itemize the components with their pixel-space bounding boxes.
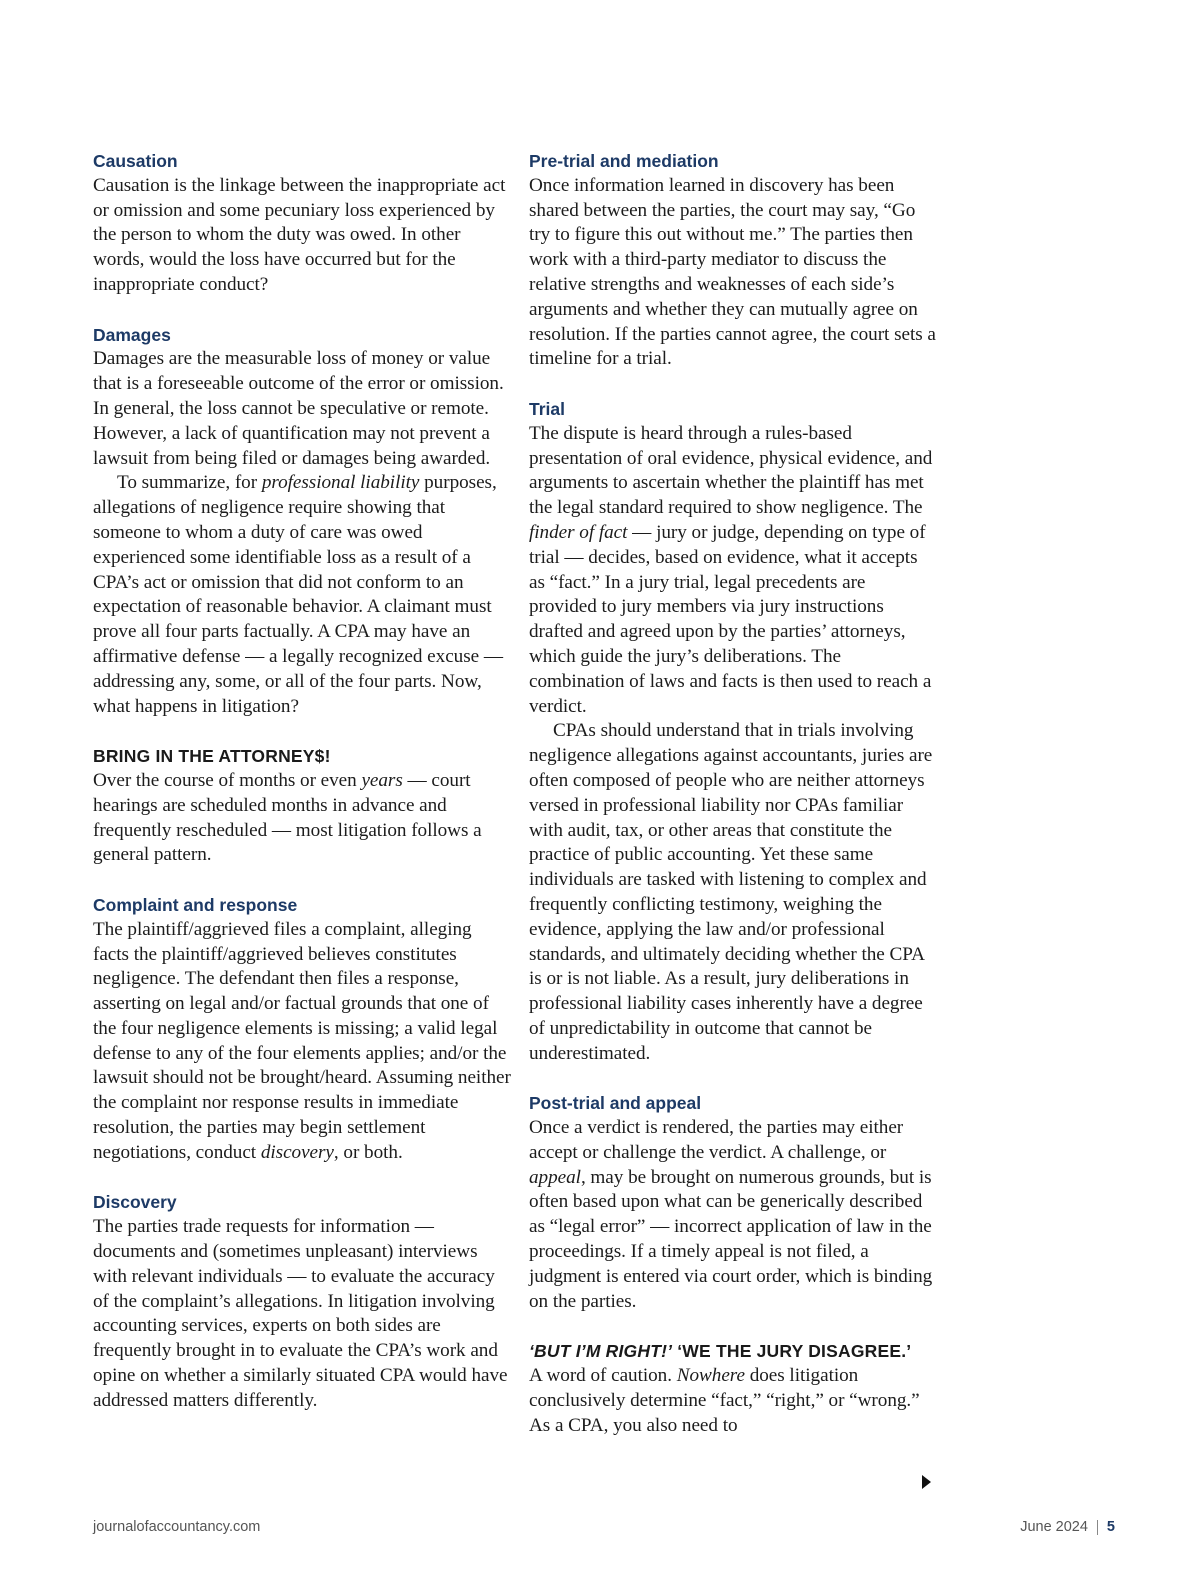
paragraph-discovery: The parties trade requests for information — documents and (sometimes unpleasant) interviews with relevant individuals — to evaluate the accuracy of the complaint’s allegations. In litigation involving accounting services, experts on both sides are frequently brought in to evaluate the CPA’s work and opine on whether a similarly situated CPA would have addressed matters differently. (93, 1216, 508, 1411)
heading-attorneys: BRING IN THE ATTORNEY$! (93, 746, 331, 767)
heading-pretrial: Pre-trial and mediation (529, 151, 719, 171)
heading-causation: Causation (93, 151, 178, 171)
paragraph-posttrial: Once a verdict is rendered, the parties may either accept or challenge the verdict. A challenge, or appeal, may be brought on numerous grounds, but is often based upon what can be generically described as “legal error” — incorrect application of law in the proceedings. If a timely appeal is not filed, a judgment is entered via court order, which is binding on the parties. (529, 1117, 933, 1312)
paragraph-attorneys: Over the course of months or even years — court hearings are scheduled months in advance and frequently rescheduled — most litigation follows a general pattern. (93, 769, 482, 866)
footer-date: June 2024 (1020, 1519, 1088, 1535)
paragraph-summary: To summarize, for professional liability purposes, allegations of negligence require showing that someone to whom a duty of care was owed experienced some identifiable loss as a result of a CPA’s act or omission that did not conform to an expectation of reasonable behavior. A claimant must prove all four parts factually. A CPA may have an affirmative defense — a legally recognized excuse — addressing any, some, or all of the four parts. Now, what happens in litigation? (93, 472, 503, 717)
paragraph-damages: Damages are the measurable loss of money or value that is a foreseeable outcome of the error or omission. In general, the loss cannot be speculative or remote. However, a lack of quantification may not prevent a lawsuit from being filed or damages being awarded. (93, 348, 504, 469)
footer-divider (1097, 1520, 1098, 1535)
paragraph-causation: Causation is the linkage between the inappropriate act or omission and some pecuniary loss experienced by the person to whom the duty was owed. In other words, would the loss have occurred but for the inappropriate conduct? (93, 174, 506, 295)
heading-jury: ‘BUT I’M RIGHT!’ ‘WE THE JURY DISAGREE.’ (529, 1341, 912, 1362)
continue-arrow-icon (922, 1475, 931, 1489)
left-column (93, 149, 511, 1414)
paragraph-pretrial: Once information learned in discovery has been shared between the parties, the court may say, “Go try to figure this out without me.” The parties then work with a third-party mediator to discuss the relative strengths and weaknesses of each side’s arguments and whether they can mutually agree on resolution. If the parties cannot agree, the court sets a timeline for a trial. (529, 174, 936, 370)
paragraph-trial: The dispute is heard through a rules-based presentation of oral evidence, physical evidence, and arguments to ascertain whether the plaintiff has met the legal standard required to show negligence. The finder of fact — jury or judge, depending on type of trial — decides, based on evidence, what it accepts as “fact.” In a jury trial, legal precedents are provided to jury members via jury instructions drafted and agreed upon by the parties’ attorneys, which guide the jury’s deliberations. The combination of laws and facts is then used to reach a verdict. (529, 422, 933, 717)
paragraph-jury: A word of caution. Nowhere does litigation conclusively determine “fact,” “right,” or “wrong.” As a CPA, you also need to (529, 1365, 920, 1436)
heading-trial: Trial (529, 398, 565, 419)
paragraph-complaint: The plaintiff/aggrieved files a complaint, alleging facts the plaintiff/aggrieved believes constitutes negligence. The defendant then files a response, asserting on legal and/or factual grounds that one of the four negligence elements is missing; a valid legal defense to any of the four elements applies; and/or the lawsuit should not be brought/heard. Assuming neither the complaint nor response results in immediate resolution, the parties may begin settlement negotiations, conduct discovery, or both. (93, 918, 511, 1163)
heading-posttrial: Post-trial and appeal (529, 1093, 702, 1114)
page-number: 5 (1106, 1519, 1115, 1535)
footer-page-info (1020, 1519, 1115, 1535)
heading-complaint: Complaint and response (93, 894, 298, 915)
footer-site: journalofaccountancy.com (93, 1519, 261, 1535)
paragraph-trial-juries: CPAs should understand that in trials involving negligence allegations against accountants, juries are often composed of people who are neither attorneys versed in professional liability nor CPAs familiar with audit, tax, or other areas that constitute the practice of public accounting. Yet these same individuals are tasked with listening to complex and frequently conflicting testimony, weighing the evidence, applying the law and/or professional standards, and ultimately deciding whether the CPA is or is not liable. As a result, jury deliberations in professional liability cases inherently have a degree of unpredictability in outcome that cannot be underestimated. (529, 720, 933, 1064)
heading-damages: Damages (93, 324, 171, 345)
heading-discovery: Discovery (93, 1192, 177, 1213)
right-column (529, 149, 937, 1438)
